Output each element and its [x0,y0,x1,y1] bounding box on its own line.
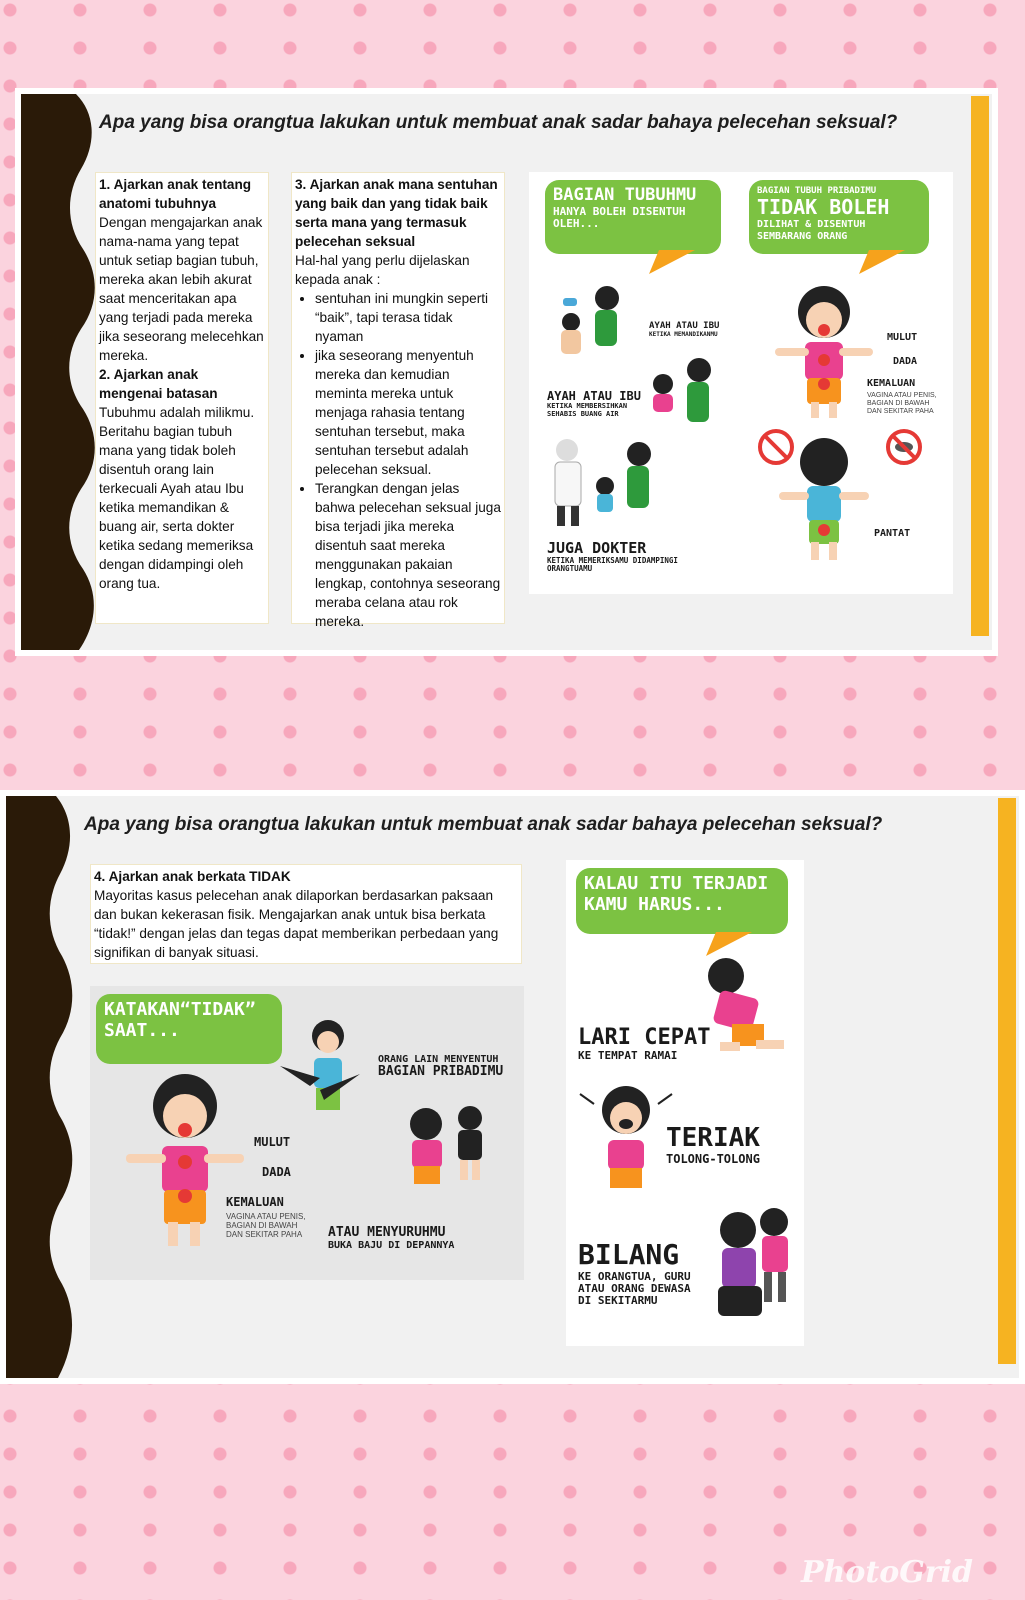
caption-bathing [649,322,719,338]
caption-main: AYAH ATAU IBU [547,389,641,403]
caption-doctor [547,540,687,573]
speech-bubble-right [749,180,929,254]
paragraph-anatomi: Dengan mengajarkan anak nama-nama yang tepat untuk setiap bagian tubuh, mereka akan lebih akurat saat menceritakan apa yang terjadi pada mereka jika seseorang melecehkan mereka. [99,215,264,363]
caption-sub: BUKA BAJU DI DEPANNYA [328,1240,455,1252]
bubble-tail-icon [859,250,909,276]
speech-bubble-say-no: KATAKAN“TIDAK” SAAT... [96,994,282,1064]
speech-bubble-left [545,180,721,254]
caption-sub: ORANG LAIN MENYENTUH [378,1054,499,1065]
doctor-icon [543,434,673,534]
caption-main: BILANG [578,1238,680,1271]
caption-scream [666,1124,760,1166]
accent-bar [998,798,1016,1364]
accent-bar [971,96,989,636]
caption-toilet [547,390,641,419]
screaming-girl-icon [576,1084,676,1194]
girl-telling-adult-icon [708,1206,800,1336]
slide-1 [15,88,998,656]
heading-sentuhan: 3. Ajarkan anak mana sentuhan yang baik dan yang tidak baik serta mana yang termasuk pelecehan seksual [295,177,498,249]
caption-sub: KETIKA MEMBERSIHKAN SEHABIS BUANG AIR [547,402,628,418]
bubble-subtext: DILIHAT & DISENTUH SEMBARANG ORANG [757,219,866,242]
list-item: • jika seseorang menyentuh mereka dan kemudian meminta mereka untuk menjaga rahasia tentang sentuhan tersebut, maka sentuhan tersebut adalah pelecehan seksual. [315,346,501,479]
heading-tidak: 4. Ajarkan anak berkata TIDAK [94,869,291,884]
illustration-what-to-do [566,860,804,1346]
label-dada: DADA [893,356,918,367]
no-look-icon [885,428,923,466]
label-mulut: MULUT [254,1135,291,1149]
illustration-say-no [90,986,524,1280]
text-box-tidak [90,864,522,964]
bubble-heading: BAGIAN TUBUHMU [553,185,697,205]
speech-bubble-what-to-do: KALAU ITU TERJADI KAMU HARUS... [576,868,788,934]
label-pantat: PANTAT [874,528,911,539]
caption-sub: KETIKA MEMANDIKANMU [649,330,718,338]
label-kemaluan: KEMALUAN [867,378,916,389]
slide-2 [0,790,1025,1384]
list-item: • Terangkan dengan jelas bahwa pelecehan seksual juga bisa terjadi jika mereka disentuh saat mereka menggunakan pakaian lengkap, contohnya seseorang meraba celana atau rok mereka. [315,479,501,631]
caption-main: AYAH ATAU IBU [649,321,720,331]
illustration-body-parts [529,172,953,594]
watermark-logo: PhotoGrid [800,1555,973,1590]
bubble-subtext: BAGIAN TUBUH PRIBADIMU [757,186,877,196]
label-mulut: MULUT [887,332,918,343]
text-column-2 [291,172,505,629]
caption-main: ATAU MENYURUHMU [328,1225,446,1240]
child-and-stranger-icon [396,1104,496,1200]
note-kemaluan: VAGINA ATAU PENIS, BAGIAN DI BAWAH DAN SEKITAR PAHA [867,392,937,416]
child-being-touched-icon [280,1016,370,1126]
slide-title: Apa yang bisa orangtua lakukan untuk membuat anak sadar bahaya pelecehan seksual? [99,112,898,133]
heading-anatomi: 1. Ajarkan anak tentang anatomi tubuhnya [99,177,252,211]
bullet-list [295,289,501,631]
caption-main: JUGA DOKTER [547,539,647,557]
caption-main: TERIAK [666,1123,760,1153]
caption-sub: TOLONG-TOLONG [666,1151,760,1166]
caption-undress [328,1226,454,1251]
parent-bathing-child-icon [547,280,637,370]
list-item: • sentuhan ini mungkin seperti “baik”, tapi terasa tidak nyaman [315,289,501,346]
caption-main: BAGIAN PRIBADIMU [378,1064,504,1079]
slide-title: Apa yang bisa orangtua lakukan untuk membuat anak sadar bahaya pelecehan seksual? [84,814,883,835]
caption-run [578,1026,710,1062]
wave-border [6,796,86,1378]
caption-sub: KE TEMPAT RAMAI [578,1049,678,1063]
bubble-tail-icon [706,932,756,958]
caption-sub: KETIKA MEMERIKSAMU DIDAMPINGI ORANGTUAMU [547,555,678,573]
parent-toilet-child-icon [639,354,729,434]
paragraph-batasan: Tubuhmu adalah milikmu. Beritahu bagian tubuh mana yang tidak boleh disentuh orang lain terkecuali Ayah atau Ibu ketika memandikan & buang air, serta dokter ketika sedang memeriksa dengan didampingi oleh orang tua. [99,405,255,591]
intro-sentuhan: Hal-hal yang perlu dijelaskan kepada anak : [295,253,470,287]
bubble-subtext: HANYA BOLEH DISENTUH OLEH... [553,204,686,231]
caption-sub: KE ORANGTUA, GURU ATAU ORANG DEWASA DI SEKITARMU [578,1269,691,1307]
label-dada: DADA [262,1165,291,1179]
caption-tell [578,1240,704,1307]
bubble-tail-icon [649,250,699,276]
paragraph-tidak: Mayoritas kasus pelecehan anak dilaporkan berdasarkan paksaan dan bukan kekerasan fisik. Mengajarkan anak untuk bisa berkata “tidak!” dengan jelas dan tegas dapat memberikan perbedaan yang signifikan di banyak situasi. [94,888,499,960]
caption-touch [378,1054,503,1079]
girl-front-icon [769,284,879,424]
note-kemaluan: VAGINA ATAU PENIS, BAGIAN DI BAWAH DAN SEKITAR PAHA [226,1212,306,1240]
label-kemaluan: KEMALUAN [226,1195,284,1209]
child-back-icon [779,434,869,574]
bubble-heading: TIDAK BOLEH [757,195,890,220]
caption-main: LARI CEPAT [578,1025,711,1050]
text-column-1 [95,172,269,624]
heading-batasan: 2. Ajarkan anak mengenai batasan [99,367,218,401]
